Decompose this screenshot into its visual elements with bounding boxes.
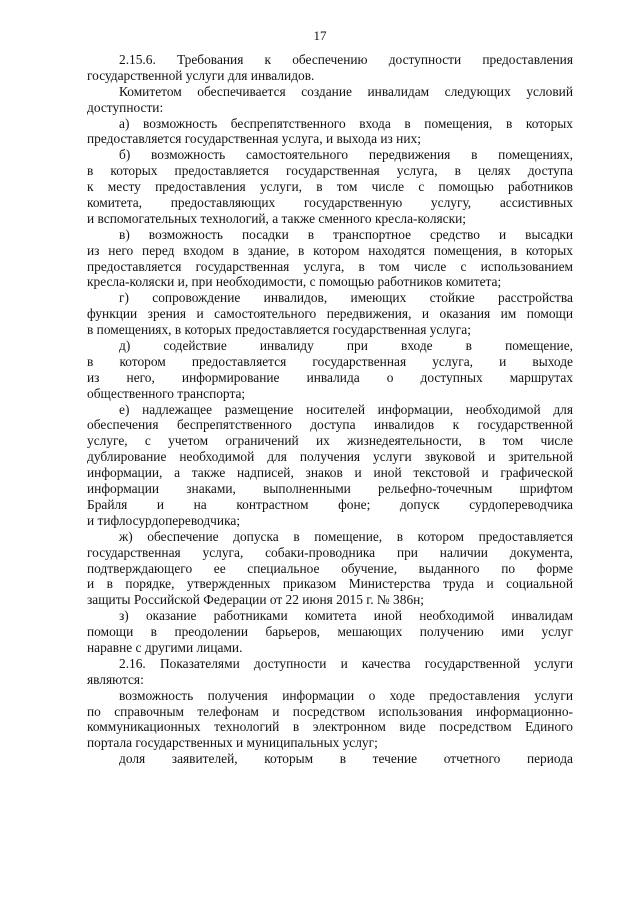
text-line: 2.16. Показателями доступности и качества государственной услуги — [119, 655, 573, 671]
text-line: обеспечения беспрепятственного доступа инвалидов к государственной — [87, 417, 573, 433]
text-line: государственной услуги для инвалидов. — [87, 67, 315, 83]
text-line: в помещениях, в которых предоставляется государственная услуга; — [87, 322, 471, 338]
text-line: информации знаками, выполненными рельефно-точечным шрифтом — [87, 481, 573, 497]
text-line: и тифлосурдопереводчика; — [87, 512, 241, 528]
text-line: 2.15.6. Требования к обеспечению доступности предоставления — [119, 52, 573, 67]
text-line: и вспомогательных технологий, а также сменного кресла-коляски; — [87, 210, 466, 226]
page-number: 17 — [313, 28, 327, 43]
body-text — [87, 52, 573, 767]
text-line: и в порядке, утвержденных приказом Министерства труда и социальной — [87, 576, 573, 592]
text-line: доступности: — [87, 99, 164, 115]
text-line: из него перед входом в здание, в котором находятся помещения, в которых — [87, 242, 573, 258]
text-line: являются: — [87, 671, 144, 687]
text-line: комитета, предоставляющих государственную услугу, ассистивных — [87, 195, 573, 211]
text-line: доля заявителей, которым в течение отчетного периода — [119, 751, 573, 767]
text-line: е) надлежащее размещение носителей информации, необходимой для — [119, 401, 573, 417]
text-line: предоставляется государственная услуга, и выхода из них; — [87, 131, 421, 147]
text-line: предоставляется государственная услуга, в том числе с использованием — [87, 258, 573, 274]
text-line: ж) обеспечение допуска в помещение, в котором предоставляется — [119, 528, 573, 544]
text-line: Брайля и на контрастном фоне; допуск сурдопереводчика — [87, 496, 573, 512]
text-line: в котором предоставляется государственная услуга, и выходе — [87, 353, 573, 369]
text-line: возможность получения информации о ходе предоставления услуги — [119, 687, 573, 703]
text-line: защиты Российской Федерации от 22 июня 2015 г. № 386н; — [87, 592, 425, 608]
text-line: г) сопровождение инвалидов, имеющих стойкие расстройства — [119, 290, 573, 306]
text-line: в которых предоставляется государственная услуга, в целях доступа — [87, 163, 573, 179]
text-line: а) возможность беспрепятственного входа в помещения, в которых — [119, 115, 573, 131]
text-line: из него, информирование инвалида о доступных маршрутах — [87, 369, 573, 385]
text-line: информации, а также надписей, знаков и иной текстовой и графической — [87, 465, 573, 481]
text-line: услуге, с учетом ограничений их жизнедеятельности, в том числе — [87, 433, 573, 449]
text-line: общественного транспорта; — [87, 385, 246, 401]
text-line: з) оказание работниками комитета иной необходимой инвалидам — [119, 608, 573, 624]
text-line: к месту предоставления услуги, в том числе с помощью работников — [87, 179, 573, 195]
text-line: наравне с другими лицами. — [87, 639, 243, 655]
text-line: д) содействие инвалиду при входе в помещение, — [119, 338, 573, 354]
text-line: подтверждающего ее специальное обучение, выданного по форме — [87, 560, 573, 576]
text-line: в) возможность посадки в транспортное средство и высадки — [119, 226, 573, 242]
text-line: государственная услуга, собаки-проводника при наличии документа, — [87, 544, 573, 560]
text-line: кресла-коляски и, при необходимости, с помощью работников комитета; — [87, 274, 502, 290]
text-line: по справочным телефонам и посредством использования информационно- — [87, 703, 573, 719]
text-line: портала государственных и муниципальных услуг; — [87, 735, 378, 751]
text-line: коммуникационных технологий в электронном виде посредством Единого — [87, 719, 573, 735]
text-line: дублирование необходимой для получения услуги звуковой и зрительной — [87, 449, 573, 465]
text-line: функции зрения и самостоятельного передвижения, и оказания им помощи — [87, 306, 573, 322]
text-line: б) возможность самостоятельного передвижения в помещениях, — [119, 147, 573, 163]
text-line: Комитетом обеспечивается создание инвалидам следующих условий — [119, 83, 573, 99]
text-line: помощи в преодолении барьеров, мешающих получению ими услуг — [87, 624, 573, 640]
